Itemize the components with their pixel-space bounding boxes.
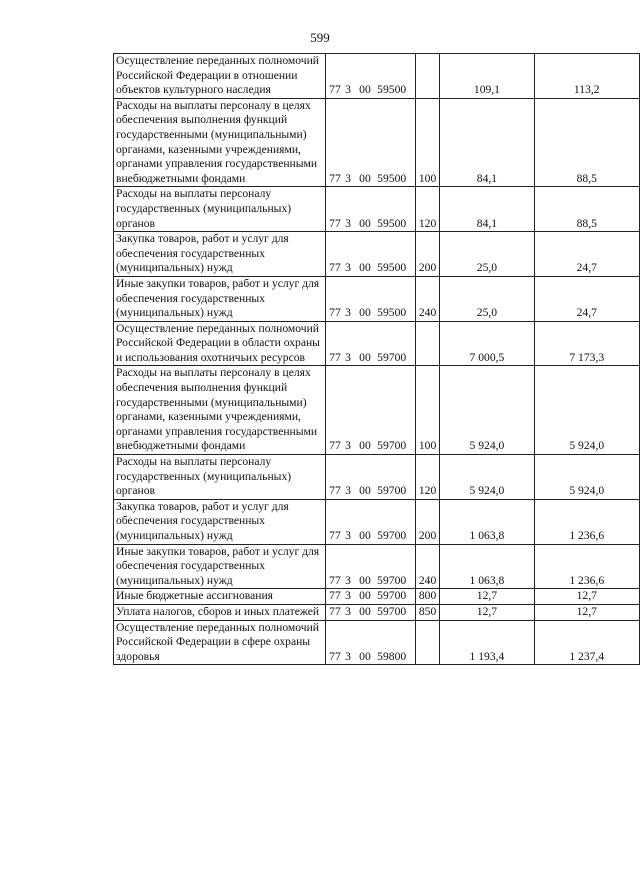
expense-type-code-cell: 240 [415,276,440,321]
code-part: 77 [329,439,341,453]
code-part: 77 [329,604,341,618]
target-article-code-cell [326,366,416,455]
amount-year2-cell: 88,5 [534,98,639,187]
expense-type-code-cell: 100 [415,366,440,455]
code-part: 3 [345,649,351,663]
code-part: 00 [359,604,371,618]
code-part: 00 [359,306,371,320]
code-part: 77 [329,529,341,542]
code-part: 77 [329,484,341,498]
code-part: 00 [359,171,371,185]
amount-year1-cell: 25,0 [440,276,534,321]
expense-name-cell: Осуществление переданных полномочий Российской Федерации в сфере охраны здоровья [114,620,326,665]
code-part: 77 [329,306,341,320]
code-part: 59700 [377,484,407,498]
code-part: 77 [329,589,341,603]
table-row [114,544,640,589]
expense-type-code-cell [415,54,440,99]
target-article-code-cell [326,98,416,187]
expense-name-cell: Иные закупки товаров, работ и услуг для обеспечения государственных (муниципальных) нужд [114,276,326,321]
code-part: 3 [345,350,351,364]
expense-type-code-cell: 800 [415,589,440,605]
expense-type-code-cell: 240 [415,544,440,589]
code-part: 59700 [377,529,407,542]
code-part: 59700 [377,589,407,603]
code-part: 3 [345,529,351,542]
target-article-code-cell [326,455,416,500]
code-part: 59700 [377,573,407,587]
code-part: 59500 [377,83,407,97]
expense-type-code-cell [415,620,440,665]
amount-year1-cell: 25,0 [440,232,534,277]
code-part: 00 [359,589,371,603]
expense-name-cell: Расходы на выплаты персоналу в целях обеспечения выполнения функций государственными (муниципальными) органами, казенными учреждениями, органами управления государственными внебюджетными фондами [114,366,326,455]
amount-year2-cell: 12,7 [534,604,639,620]
code-part: 59500 [377,216,407,230]
target-article-code-cell [326,321,416,366]
amount-year1-cell: 1 193,4 [440,620,534,665]
code-part: 77 [329,573,341,587]
expense-name-cell: Расходы на выплаты персоналу в целях обеспечения выполнения функций государственными (муниципальными) органами, казенными учреждениями, органами управления государственными внебюджетными фондами [114,98,326,187]
table-row [114,187,640,232]
target-article-code-cell [326,54,416,99]
code-part: 59500 [377,306,407,320]
code-part: 59800 [377,649,407,663]
target-article-code-cell [326,544,416,589]
code-part: 59700 [377,439,407,453]
target-article-code-cell [326,499,416,544]
expense-name-cell: Осуществление переданных полномочий Российской Федерации в отношении объектов культурного наследия [114,54,326,99]
expense-type-code-cell: 200 [415,232,440,277]
code-part: 59700 [377,604,407,618]
amount-year1-cell: 84,1 [440,187,534,232]
amount-year2-cell: 1 237,4 [534,620,639,665]
expense-name-cell: Расходы на выплаты персоналу государственных (муниципальных) органов [114,187,326,232]
target-article-code-cell [326,604,416,620]
expense-name-cell: Иные бюджетные ассигнования [114,589,326,605]
code-part: 00 [359,83,371,97]
page-number: 599 [310,30,330,45]
amount-year2-cell: 1 236,6 [534,544,639,589]
code-part: 00 [359,484,371,498]
expense-name-cell: Расходы на выплаты персоналу государственных (муниципальных) органов [114,455,326,500]
amount-year2-cell: 24,7 [534,232,639,277]
expense-type-code-cell: 850 [415,604,440,620]
expense-name-cell: Закупка товаров, работ и услуг для обеспечения государственных (муниципальных) нужд [114,499,326,544]
code-part: 3 [345,261,351,275]
amount-year2-cell: 24,7 [534,276,639,321]
amount-year1-cell: 84,1 [440,98,534,187]
amount-year2-cell: 1 236,6 [534,499,639,544]
code-part: 3 [345,484,351,498]
table-row [114,321,640,366]
target-article-code-cell [326,276,416,321]
code-part: 3 [345,83,351,97]
budget-table [113,53,640,665]
target-article-code-cell [326,232,416,277]
amount-year2-cell: 88,5 [534,187,639,232]
expense-name-cell: Иные закупки товаров, работ и услуг для обеспечения государственных (муниципальных) нужд [114,544,326,589]
code-part: 00 [359,573,371,587]
table-row [114,232,640,277]
expense-type-code-cell: 120 [415,455,440,500]
table-row [114,604,640,620]
table-row [114,589,640,605]
code-part: 77 [329,83,341,97]
amount-year1-cell: 5 924,0 [440,455,534,500]
table-row [114,499,640,544]
code-part: 00 [359,439,371,453]
code-part: 3 [345,439,351,453]
expense-type-code-cell: 120 [415,187,440,232]
code-part: 77 [329,261,341,275]
table-body [114,54,640,665]
table-row [114,276,640,321]
amount-year1-cell: 12,7 [440,589,534,605]
amount-year2-cell: 113,2 [534,54,639,99]
amount-year2-cell: 12,7 [534,589,639,605]
target-article-code-cell [326,620,416,665]
code-part: 59700 [377,350,407,364]
code-part: 3 [345,306,351,320]
table-row [114,455,640,500]
amount-year1-cell: 5 924,0 [440,366,534,455]
amount-year2-cell: 5 924,0 [534,455,639,500]
code-part: 77 [329,649,341,663]
table-row [114,366,640,455]
code-part: 00 [359,261,371,275]
target-article-code-cell [326,589,416,605]
expense-type-code-cell: 200 [415,499,440,544]
code-part: 3 [345,573,351,587]
code-part: 59500 [377,261,407,275]
code-part: 77 [329,350,341,364]
code-part: 00 [359,350,371,364]
amount-year2-cell: 5 924,0 [534,366,639,455]
code-part: 3 [345,589,351,603]
code-part: 3 [345,604,351,618]
expense-name-cell: Уплата налогов, сборов и иных платежей [114,604,326,620]
amount-year1-cell: 109,1 [440,54,534,99]
expense-type-code-cell: 100 [415,98,440,187]
expense-name-cell: Осуществление переданных полномочий Российской Федерации в области охраны и использования охотничьих ресурсов [114,321,326,366]
amount-year1-cell: 7 000,5 [440,321,534,366]
amount-year1-cell: 12,7 [440,604,534,620]
code-part: 00 [359,649,371,663]
code-part: 00 [359,529,371,542]
code-part: 3 [345,216,351,230]
expense-name-cell: Закупка товаров, работ и услуг для обеспечения государственных (муниципальных) нужд [114,232,326,277]
amount-year2-cell: 7 173,3 [534,321,639,366]
table-row [114,54,640,99]
amount-year1-cell: 1 063,8 [440,499,534,544]
code-part: 3 [345,171,351,185]
table-row [114,98,640,187]
code-part: 59500 [377,171,407,185]
code-part: 77 [329,216,341,230]
amount-year1-cell: 1 063,8 [440,544,534,589]
code-part: 77 [329,171,341,185]
code-part: 00 [359,216,371,230]
table-row [114,620,640,665]
target-article-code-cell [326,187,416,232]
expense-type-code-cell [415,321,440,366]
